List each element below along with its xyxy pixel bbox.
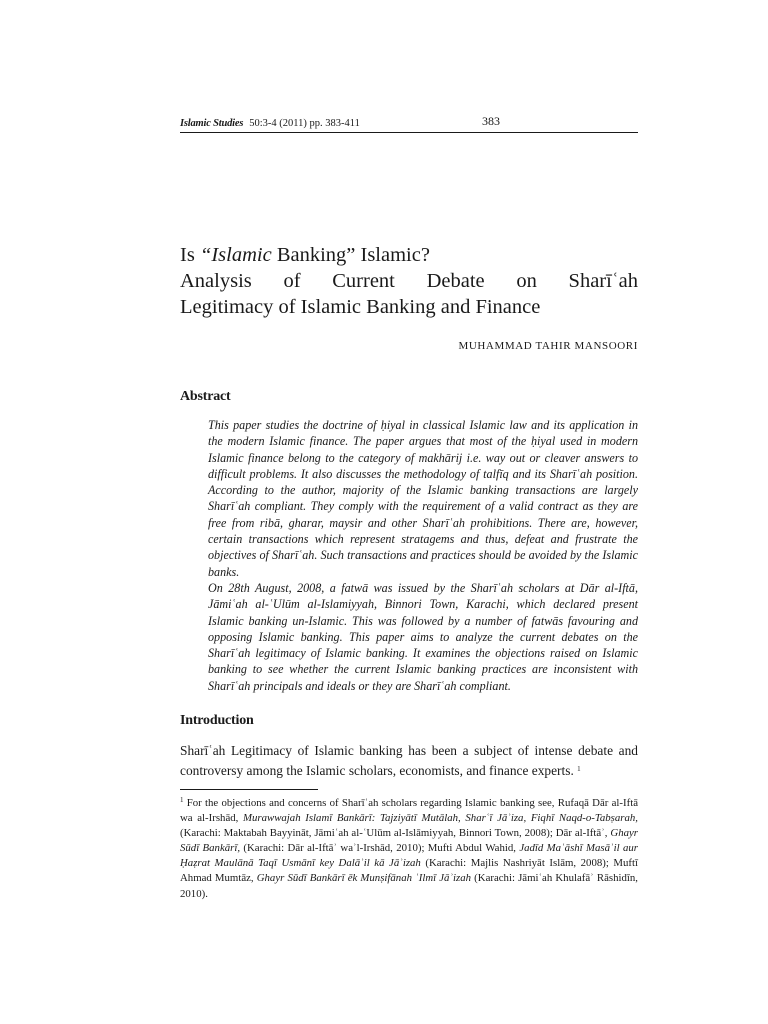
paper-title xyxy=(180,242,638,320)
title-line-1 xyxy=(180,242,638,268)
page-number: 383 xyxy=(482,114,500,128)
running-head xyxy=(180,116,638,132)
footnote-rule xyxy=(180,789,318,790)
footnote-text-2: (Karachi: Maktabah Bayyināt, Jāmiʿah al-ʿUlūm al-Islāmiyyah, Binnori Town, 2008); Dār al-Iftāʾ, xyxy=(180,827,611,840)
abstract-paragraph-2: On 28th August, 2008, a fatwā was issued by the Sharīʿah scholars at Dār al-Iftā, Jāmiʿah al-ʿUlūm al-Islamiyyah, Binnori Town, Karachi, which declared present Islamic banking un-Islamic. This was followed by a number of fatwās favouring and opposing Islamic banking. This paper aims to analyze the current debates on the Sharīʿah legitimacy of Islamic banking. It examines the objections raised on Islamic banking to see whether the current Islamic banking practices are inconsistent with Sharīʿah principals and ideals or they are Sharīʿah compliant. xyxy=(208,580,638,693)
abstract-heading: Abstract xyxy=(180,389,231,404)
journal-name: Islamic Studies xyxy=(180,118,244,129)
introduction-text: Sharīʿah Legitimacy of Islamic banking has been a subject of intense debate and controversy among the Islamic scholars, economists, and finance experts. xyxy=(180,743,638,778)
introduction-heading: Introduction xyxy=(180,713,254,728)
author-name: MUHAMMAD TAHIR MANSOORI xyxy=(458,340,638,352)
abstract-body xyxy=(208,417,638,694)
introduction-paragraph xyxy=(180,741,638,781)
footnote-title-1: Murawwajah Islamī Bankārī: Tajziyātī Mutālah, Sharʿī Jāʾiza, Fiqhī Naqd-o-Tabṣarah, xyxy=(243,812,638,825)
footnote-1 xyxy=(180,796,638,902)
title-line-1-suffix: Banking” Islamic? xyxy=(271,244,430,266)
footnote-text-5: (Karachi: Jāmiʿah Khulafāʾ Rāshidīn, 2010). xyxy=(180,872,638,900)
title-line-1-italic: “Islamic xyxy=(199,244,272,266)
title-line-2: Analysis of Current Debate on Sharīʿah xyxy=(180,270,638,292)
footnote-title-2: Ghayr Sūdī Bankārī, xyxy=(180,827,638,855)
journal-citation: 50:3-4 (2011) pp. 383-411 xyxy=(249,118,360,129)
footnote-reference[interactable]: 1 xyxy=(577,765,581,773)
title-line-1-prefix: Is xyxy=(180,244,200,266)
footnote-marker: 1 xyxy=(180,796,184,804)
footnote-text-3: (Karachi: Dār al-Iftāʾ waʾl-Irshād, 2010); Mufti Abdul Wahid, xyxy=(240,842,520,855)
header-rule xyxy=(180,132,638,133)
footnote-title-3: Jadīd Maʿāshī Masāʾil aur Ḥaẓrat Maulānā Taqī Usmānī key Dalāʾil kā Jāʾizah xyxy=(180,842,638,870)
footnote-text-1: For the objections and concerns of Sharīʿah scholars regarding Islamic banking see, Rufaqā Dār al-Iftā wa al-Irshād, xyxy=(180,797,638,825)
title-line-3: Legitimacy of Islamic Banking and Finance xyxy=(180,296,541,318)
paper-page xyxy=(180,0,638,1024)
footnote-title-4: Ghayr Sūdī Bankārī ēk Munṣifānah ʿIlmī Jāʾizah xyxy=(256,872,472,885)
abstract-paragraph-1: This paper studies the doctrine of ḥiyal in classical Islamic law and its application in the modern Islamic finance. The paper argues that most of the ḥiyal used in modern Islamic finance belong to the category of makhārij i.e. way out or cleaver answers to difficult problems. It also discusses the methodology of talfīq and its Sharīʿah position. According to the author, majority of the Islamic banking transactions are largely Sharīʿah compliant. They comply with the requirement of a valid contract as they are free from ribā, gharar, maysir and other Sharīʿah prohibitions. There are, however, certain transactions which represent stratagems and thus, defeat and frustrate the objectives of Sharīʿah. Such transactions and practices should be avoided by the Islamic banks. xyxy=(208,418,638,579)
footnote-text-4: (Karachi: Majlis Nashriyāt Islām, 2008); Muftī Ahmad Mumtāz, xyxy=(180,857,638,885)
